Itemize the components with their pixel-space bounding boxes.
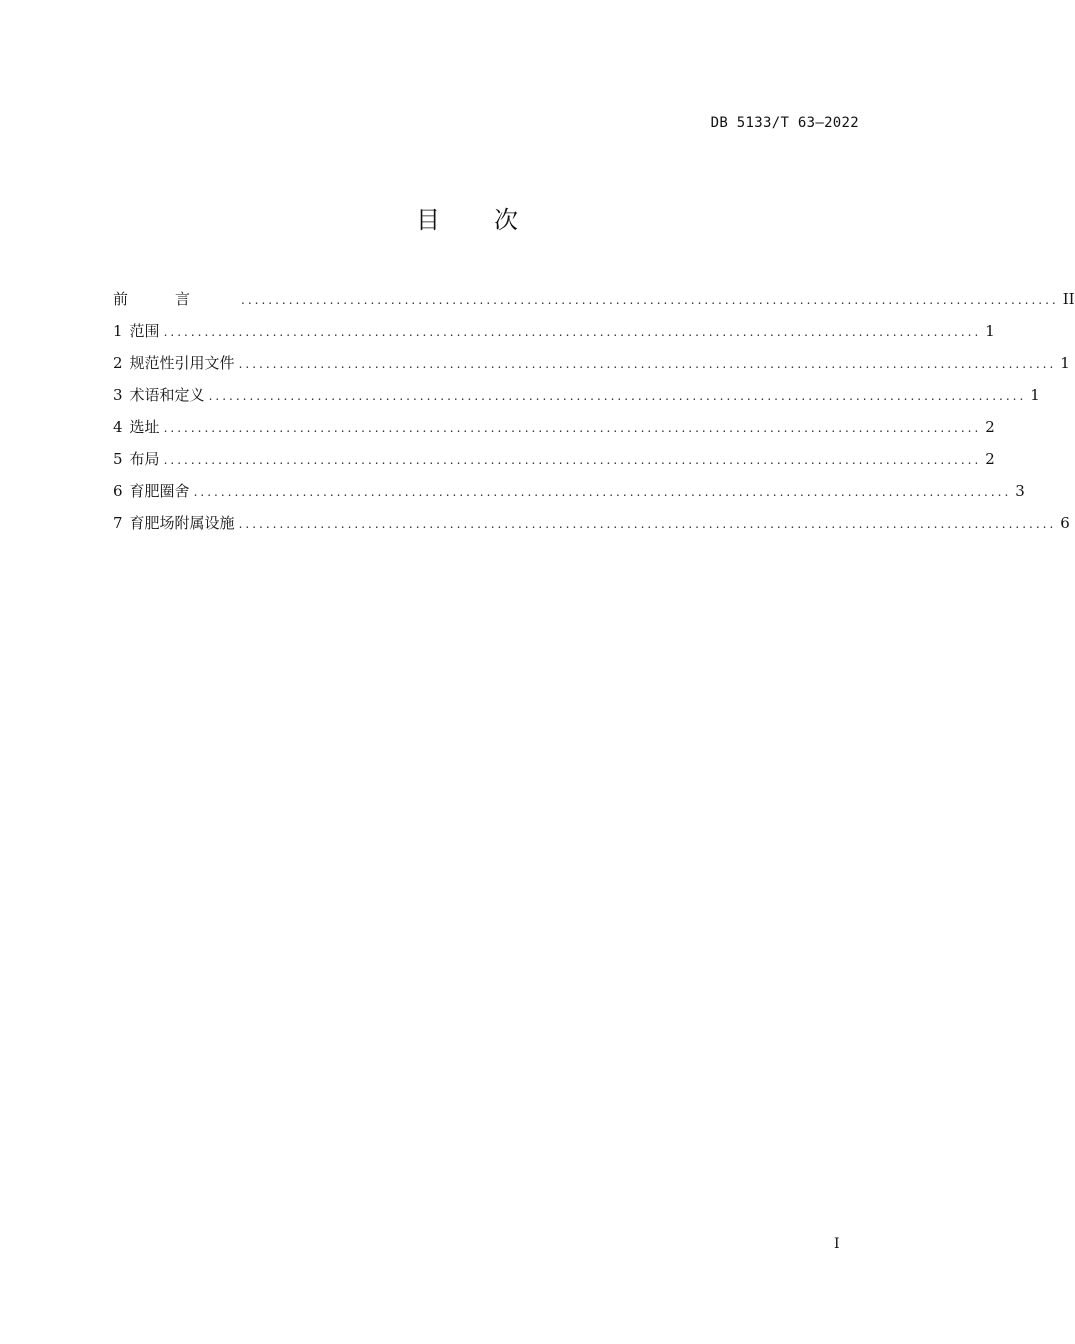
toc-leader: ........................................................................................................................ bbox=[163, 453, 982, 467]
toc-entry-page: 1 bbox=[1060, 354, 1070, 372]
toc-entry-text: 育肥场附属设施 bbox=[129, 514, 235, 532]
toc-entry-4[interactable] bbox=[113, 416, 995, 448]
toc-entry-7[interactable] bbox=[113, 512, 1070, 544]
toc-entry-text: 范围 bbox=[129, 322, 160, 340]
table-of-contents bbox=[113, 288, 1075, 544]
toc-entry-number: 3 bbox=[113, 386, 123, 404]
toc-entry-page: 3 bbox=[1015, 482, 1025, 500]
toc-leader: ........................................................................................................................ bbox=[238, 357, 1057, 371]
toc-entry-page: 1 bbox=[1030, 386, 1040, 404]
toc-entry-text: 育肥圈舍 bbox=[129, 482, 190, 500]
toc-entry-page: 2 bbox=[985, 450, 995, 468]
toc-leader: ........................................................................................................................ bbox=[193, 485, 1012, 499]
toc-entry-text: 规范性引用文件 bbox=[129, 354, 235, 372]
toc-entry-number: 4 bbox=[113, 418, 123, 436]
toc-entry-5[interactable] bbox=[113, 448, 995, 480]
toc-leader: ........................................................................................................................ bbox=[238, 517, 1057, 531]
toc-leader: ........................................................................................................................ bbox=[163, 325, 982, 339]
toc-entry-foreword[interactable] bbox=[113, 288, 1075, 320]
toc-entry-2[interactable] bbox=[113, 352, 1070, 384]
toc-leader: ........................................................................................................................ bbox=[208, 389, 1027, 403]
toc-leader: ........................................................................................................................ bbox=[241, 293, 1059, 307]
toc-entry-number: 7 bbox=[113, 514, 123, 532]
toc-entry-page: 2 bbox=[985, 418, 995, 436]
toc-entry-page: 6 bbox=[1060, 514, 1070, 532]
page-number: I bbox=[834, 1236, 840, 1252]
toc-entry-page: 1 bbox=[985, 322, 995, 340]
toc-entry-1[interactable] bbox=[113, 320, 995, 352]
toc-entry-number: 5 bbox=[113, 450, 123, 468]
toc-entry-number: 6 bbox=[113, 482, 123, 500]
toc-entry-page: II bbox=[1062, 290, 1075, 308]
toc-entry-text: 术语和定义 bbox=[129, 386, 205, 404]
toc-entry-3[interactable] bbox=[113, 384, 1040, 416]
toc-entry-number: 1 bbox=[113, 322, 123, 340]
toc-entry-text: 选址 bbox=[129, 418, 160, 436]
toc-entry-text: 布局 bbox=[129, 450, 160, 468]
document-code: DB 5133/T 63—2022 bbox=[710, 115, 859, 131]
toc-leader: ........................................................................................................................ bbox=[163, 421, 982, 435]
toc-entry-6[interactable] bbox=[113, 480, 1025, 512]
toc-entry-number: 2 bbox=[113, 354, 123, 372]
toc-title: 目次 bbox=[416, 206, 572, 234]
toc-entry-text: 前言 bbox=[113, 290, 238, 308]
